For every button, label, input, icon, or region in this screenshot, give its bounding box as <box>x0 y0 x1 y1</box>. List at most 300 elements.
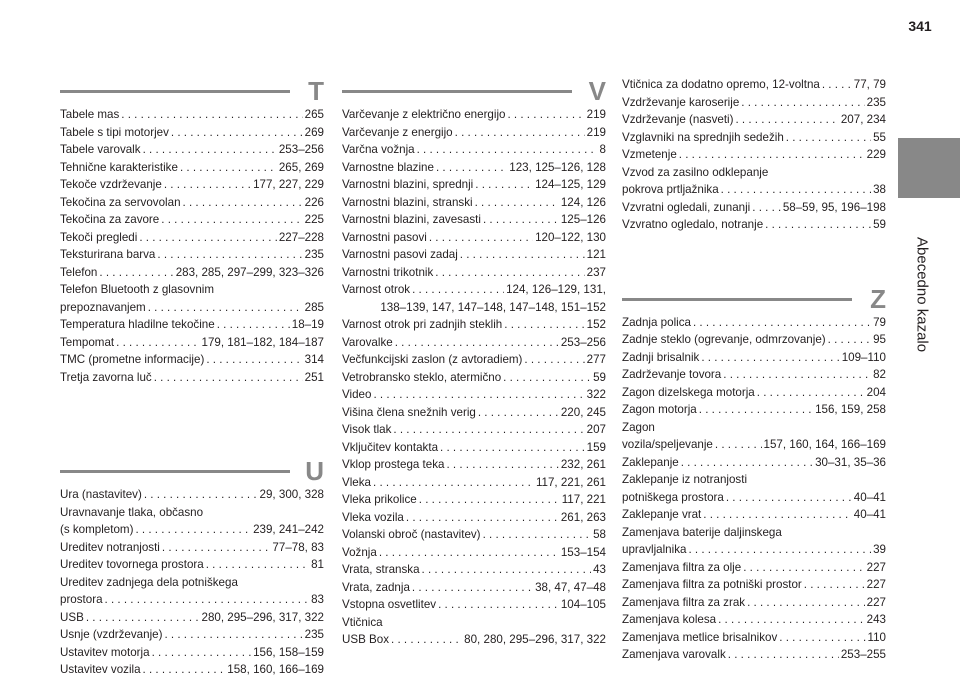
index-entry[interactable] <box>342 614 606 649</box>
entry-row <box>60 486 324 504</box>
entry-pages: 79 <box>873 315 886 329</box>
entry-row <box>342 491 606 509</box>
entry-row <box>342 176 606 194</box>
index-entry[interactable] <box>622 164 886 199</box>
index-entry[interactable] <box>342 544 606 562</box>
entry-label: Varnostne blazine <box>342 160 434 174</box>
entry-label-line: Zagon <box>622 420 655 434</box>
entry-row <box>622 146 886 164</box>
entry-pages: 121 <box>586 248 606 261</box>
entry-row <box>622 611 886 629</box>
section-label <box>902 210 942 380</box>
index-entry[interactable] <box>342 421 606 439</box>
dot-leader <box>206 556 309 574</box>
entry-row <box>622 541 886 559</box>
index-entry[interactable] <box>342 246 606 264</box>
index-entry[interactable] <box>622 94 886 112</box>
entry-label: Ureditev notranjosti <box>60 540 160 554</box>
index-entry[interactable] <box>60 106 324 124</box>
index-entry[interactable] <box>622 366 886 384</box>
entry-label: Zadnje steklo (ogrevanje, odmrzovanje) <box>622 333 826 346</box>
dot-leader <box>99 264 173 282</box>
index-entry[interactable] <box>622 401 886 419</box>
dot-leader <box>206 351 302 369</box>
entry-label: Zamenjava varovalk <box>622 648 726 661</box>
index-entry[interactable] <box>60 141 324 159</box>
entry-label: USB Box <box>342 633 390 646</box>
index-entry[interactable] <box>342 579 606 597</box>
entry-pages: 265 <box>304 108 324 121</box>
entry-pages: 83 <box>311 593 324 606</box>
entry-label: Tretja zavorna luč <box>60 370 152 384</box>
index-entry[interactable] <box>342 194 606 212</box>
entry-pages: 220, 245 <box>560 405 606 419</box>
dot-leader <box>455 124 585 142</box>
entry-label: Vzdrževanje karoserije <box>622 95 740 109</box>
dot-leader <box>373 386 584 404</box>
index-entry[interactable] <box>622 559 886 577</box>
index-entry[interactable] <box>342 474 606 492</box>
dot-leader <box>504 316 584 334</box>
entry-row <box>60 351 324 369</box>
entry-row <box>60 124 324 142</box>
dot-leader <box>718 611 865 629</box>
entry-pages: 124, 126 <box>560 195 606 209</box>
index-entry[interactable] <box>60 574 324 609</box>
dot-leader <box>779 629 865 647</box>
section-rule <box>622 298 852 301</box>
entry-row <box>622 216 886 234</box>
entry-label: Varnostni trikotnik <box>342 265 434 279</box>
entry-row <box>60 556 324 574</box>
index-entry[interactable] <box>622 331 886 349</box>
entry-row <box>342 159 606 177</box>
index-entry[interactable] <box>342 404 606 422</box>
dot-leader <box>417 141 598 159</box>
entry-label: Vklop prostega teka <box>342 458 445 471</box>
entry-label: Varnostni blazini, sprednji <box>342 178 474 191</box>
dot-leader <box>693 314 871 332</box>
entry-pages: 235 <box>304 628 324 641</box>
entry-label: Vzmetenje <box>622 148 677 161</box>
index-column-2 <box>342 76 606 649</box>
dot-leader <box>438 596 559 614</box>
index-entry[interactable] <box>60 246 324 264</box>
entry-pages: 219 <box>586 108 606 121</box>
entry-row <box>342 369 606 387</box>
entry-row <box>60 246 324 264</box>
entry-pages: 251 <box>304 370 324 384</box>
dot-leader <box>412 281 504 299</box>
dot-leader <box>679 146 865 164</box>
index-entry[interactable] <box>342 509 606 527</box>
entry-row <box>60 141 324 159</box>
entry-label: Vetrobransko steklo, atermično <box>342 370 502 384</box>
entry-label: Zamenjava kolesa <box>622 613 717 626</box>
index-entry[interactable] <box>60 609 324 627</box>
dot-leader <box>217 316 290 334</box>
entry-label-line: Uravnavanje tlaka, občasno <box>60 505 204 519</box>
entry-label: Zadrževanje tovora <box>622 368 722 381</box>
dot-leader <box>183 194 303 212</box>
dot-leader <box>478 404 559 422</box>
section-header <box>342 76 606 106</box>
entry-row <box>60 661 324 679</box>
entry-row <box>622 436 886 454</box>
entry-label: Zaklepanje <box>622 455 679 469</box>
entry-pages: 117, 221, 261 <box>535 475 606 489</box>
index-entry[interactable] <box>342 334 606 352</box>
index-entry[interactable] <box>622 349 886 367</box>
index-entry[interactable] <box>622 216 886 234</box>
entry-pages: 59 <box>873 218 886 231</box>
index-entry[interactable] <box>342 141 606 159</box>
index-entry[interactable] <box>342 229 606 247</box>
dot-leader <box>121 106 302 124</box>
entry-label: Temperatura hladilne tekočine <box>60 318 215 331</box>
dot-leader <box>435 264 584 282</box>
dot-leader <box>135 521 251 539</box>
entry-row <box>622 454 886 472</box>
entry-pages: 120–122, 130 <box>535 230 606 244</box>
entry-label-line: Zaklepanje iz notranjosti <box>622 473 748 486</box>
dot-leader <box>143 661 226 679</box>
entry-label: pokrova prtljažnika <box>622 183 719 196</box>
entry-label: Vleka vozila <box>342 510 404 524</box>
entry-pages: 227 <box>866 578 886 591</box>
index-entry[interactable] <box>622 576 886 594</box>
entry-pages: 152 <box>586 318 606 331</box>
index-entry[interactable] <box>342 561 606 579</box>
entry-label-line: Zamenjava baterije daljinskega <box>622 525 782 539</box>
index-entry[interactable] <box>622 524 886 559</box>
index-entry[interactable] <box>342 596 606 614</box>
entry-row <box>60 369 324 387</box>
section-rule <box>60 90 290 93</box>
index-entry[interactable] <box>342 124 606 142</box>
entry-pages: 177, 227, 229 <box>253 178 324 191</box>
entry-pages: 243 <box>866 613 886 626</box>
entry-pages: 59 <box>593 370 606 384</box>
entry-row <box>342 229 606 247</box>
entry-label-line: Vtičnica <box>342 615 383 629</box>
index-entry[interactable] <box>622 146 886 164</box>
page-number: 341 <box>908 18 932 34</box>
entry-row <box>622 129 886 147</box>
index-entries <box>60 486 324 679</box>
index-entry[interactable] <box>60 124 324 142</box>
entry-pages: 80, 280, 295–296, 317, 322 <box>464 633 606 646</box>
section-rule <box>60 470 290 473</box>
entry-pages: 253–255 <box>840 648 886 661</box>
entry-label: Tabele s tipi motorjev <box>60 125 169 139</box>
entry-pages: 253–256 <box>560 335 606 349</box>
entry-row <box>342 246 606 264</box>
index-entry[interactable] <box>342 386 606 404</box>
entry-row <box>60 591 324 609</box>
index-entry[interactable] <box>60 556 324 574</box>
dot-leader <box>152 644 252 662</box>
entry-label: Usnje (vzdrževanje) <box>60 628 163 641</box>
entry-pages: 219 <box>586 125 606 139</box>
entry-label: Vzglavniki na sprednjih sedežih <box>622 130 784 144</box>
dot-leader <box>440 439 585 457</box>
index-entry[interactable] <box>622 454 886 472</box>
dot-leader <box>703 506 851 524</box>
entry-label-line: Ureditev zadnjega dela potniškega <box>60 575 238 589</box>
entry-row <box>60 264 324 282</box>
index-section <box>622 284 886 664</box>
index-section <box>622 76 886 234</box>
index-entries <box>622 314 886 664</box>
dot-leader <box>161 211 302 229</box>
entry-pages: 77–78, 83 <box>272 540 324 554</box>
index-entry[interactable] <box>60 176 324 194</box>
dot-leader <box>412 579 533 597</box>
dot-leader <box>681 454 813 472</box>
index-entries <box>342 106 606 649</box>
entry-pages: 322 <box>586 388 606 401</box>
entry-label: Ustavitev vozila <box>60 663 141 676</box>
entry-label: Varčevanje z energijo <box>342 125 453 139</box>
entry-pages: 104–105 <box>560 598 606 611</box>
entry-label: Tekočina za servovolan <box>60 195 181 209</box>
entry-label: vozila/speljevanje <box>622 438 713 451</box>
index-column-1 <box>60 76 324 679</box>
index-entry[interactable] <box>342 159 606 177</box>
entry-row <box>342 351 606 369</box>
dot-leader <box>419 491 560 509</box>
index-entry[interactable] <box>342 176 606 194</box>
entry-label: TMC (prometne informacije) <box>60 353 205 366</box>
entry-row <box>60 159 324 177</box>
index-entry[interactable] <box>60 264 324 282</box>
entry-pages: 156, 159, 258 <box>815 403 886 416</box>
dot-leader <box>786 129 871 147</box>
entry-pages: 18–19 <box>291 318 324 331</box>
entry-pages: 237 <box>586 265 606 279</box>
section-gap <box>60 386 324 456</box>
entry-pages: 153–154 <box>560 545 606 559</box>
dot-leader <box>475 194 559 212</box>
entry-label: Varnostni blazini, zavesasti <box>342 213 481 226</box>
entry-row <box>342 281 606 299</box>
entry-pages: 283, 285, 297–299, 323–326 <box>175 265 324 279</box>
entry-pages: 55 <box>873 130 886 144</box>
entry-pages: 261, 263 <box>560 510 606 524</box>
entry-row <box>622 576 886 594</box>
entry-pages: 232, 261 <box>560 458 606 471</box>
entry-row <box>622 349 886 367</box>
index-entries <box>622 76 886 234</box>
entry-label: Varnost otrok pri zadnjih steklih <box>342 318 503 331</box>
dot-leader <box>162 539 271 557</box>
entry-row <box>342 509 606 527</box>
index-entry[interactable] <box>60 159 324 177</box>
entry-pages: 29, 300, 328 <box>259 488 324 501</box>
entry-label: Vključitev kontakta <box>342 440 439 454</box>
entry-pages: 8 <box>599 143 606 156</box>
dot-leader <box>393 421 584 439</box>
index-entry[interactable] <box>60 211 324 229</box>
entry-label: Zamenjava filtra za olje <box>622 560 742 574</box>
entry-row <box>342 561 606 579</box>
dot-leader <box>735 111 838 129</box>
index-entry[interactable] <box>622 199 886 217</box>
index-entry[interactable] <box>622 129 886 147</box>
entry-pages: 43 <box>593 563 606 576</box>
entry-row <box>622 181 886 199</box>
entry-pages: 207 <box>586 423 606 436</box>
entry-label: Vtičnica za dodatno opremo, 12-voltna <box>622 78 820 91</box>
dot-leader <box>171 124 303 142</box>
entry-pages: 38, 47, 47–48 <box>535 580 606 594</box>
entry-label: USB <box>60 610 84 624</box>
index-entry[interactable] <box>60 334 324 352</box>
index-entry[interactable] <box>60 626 324 644</box>
dot-leader <box>373 474 534 492</box>
index-entry[interactable] <box>60 539 324 557</box>
entry-label: Ustavitev motorja <box>60 645 150 659</box>
entry-pages: 285 <box>304 300 324 314</box>
entry-pages: 38 <box>873 183 886 196</box>
section-letter: U <box>305 456 324 486</box>
dot-leader <box>822 76 852 94</box>
index-entry[interactable] <box>622 76 886 94</box>
index-entry[interactable] <box>60 369 324 387</box>
index-entry[interactable] <box>342 456 606 474</box>
index-entries <box>60 106 324 386</box>
dot-leader <box>747 594 865 612</box>
entry-label: Zadnji brisalnik <box>622 350 700 364</box>
dot-leader <box>699 401 813 419</box>
section-gap <box>622 234 886 284</box>
entry-row <box>342 141 606 159</box>
entry-pages: 207, 234 <box>840 113 886 126</box>
entry-label: Tabele mas <box>60 108 120 121</box>
index-entry[interactable] <box>622 471 886 506</box>
entry-pages: 82 <box>873 368 886 381</box>
dot-leader <box>752 199 781 217</box>
index-entry[interactable] <box>60 644 324 662</box>
entry-label: Zamenjava filtra za zrak <box>622 595 746 609</box>
index-entry[interactable] <box>60 194 324 212</box>
entry-row <box>622 331 886 349</box>
index-entry[interactable] <box>622 384 886 402</box>
entry-row <box>622 506 886 524</box>
index-entry[interactable] <box>342 491 606 509</box>
index-entry[interactable] <box>622 111 886 129</box>
entry-pages: 253–256 <box>278 143 324 156</box>
entry-pages: 265, 269 <box>278 160 324 174</box>
entry-row <box>60 539 324 557</box>
dot-leader <box>143 141 277 159</box>
entry-label: Volanski obroč (nastavitev) <box>342 528 481 541</box>
index-entry[interactable] <box>622 506 886 524</box>
entry-row <box>60 229 324 247</box>
entry-row <box>342 334 606 352</box>
entry-label: Zagon dizelskega motorja <box>622 385 755 399</box>
entry-row <box>342 596 606 614</box>
entry-label: Visok tlak <box>342 423 392 436</box>
index-entry[interactable] <box>622 419 886 454</box>
index-entry[interactable] <box>342 369 606 387</box>
dot-leader <box>436 159 507 177</box>
index-entry[interactable] <box>342 351 606 369</box>
index-column-3 <box>622 76 886 664</box>
index-entry[interactable] <box>342 439 606 457</box>
entry-row <box>60 194 324 212</box>
index-entry[interactable] <box>622 314 886 332</box>
dot-leader <box>164 176 251 194</box>
index-entry[interactable] <box>60 281 324 316</box>
entry-pages: 229 <box>866 148 886 161</box>
entry-label: prepoznavanjem <box>60 300 146 314</box>
dot-leader <box>765 216 871 234</box>
entry-row <box>622 314 886 332</box>
entry-row <box>622 94 886 112</box>
dot-leader <box>701 349 839 367</box>
dot-leader <box>524 351 584 369</box>
index-entry[interactable] <box>60 486 324 504</box>
index-entry[interactable] <box>622 594 886 612</box>
index-entry[interactable] <box>60 316 324 334</box>
entry-pages: 156, 158–159 <box>253 645 324 659</box>
dot-leader <box>395 334 559 352</box>
index-entry[interactable] <box>60 351 324 369</box>
index-entry[interactable] <box>342 106 606 124</box>
index-entry[interactable] <box>622 629 886 647</box>
entry-row <box>622 199 886 217</box>
entry-label: Zamenjava filtra za potniški prostor <box>622 578 802 591</box>
index-entry[interactable] <box>622 646 886 664</box>
section-rule <box>342 90 572 93</box>
dot-leader <box>728 646 839 664</box>
entry-row <box>622 646 886 664</box>
entry-label: Vleka <box>342 475 372 489</box>
index-entry[interactable] <box>60 661 324 679</box>
entry-label: upravljalnika <box>622 543 687 556</box>
dot-leader <box>86 609 200 627</box>
entry-label: prostora <box>60 593 103 606</box>
section-header <box>60 456 324 486</box>
entry-label: Varnostni pasovi zadaj <box>342 248 458 261</box>
entry-row <box>622 111 886 129</box>
index-entry[interactable] <box>342 316 606 334</box>
entry-label: (s kompletom) <box>60 523 134 536</box>
index-entry[interactable] <box>60 504 324 539</box>
index-entry[interactable] <box>342 211 606 229</box>
entry-pages: 117, 221 <box>561 493 606 506</box>
entry-row <box>342 316 606 334</box>
entry-pages: 109–110 <box>841 350 886 364</box>
index-entry[interactable] <box>342 264 606 282</box>
entry-row <box>342 421 606 439</box>
dot-leader <box>475 176 533 194</box>
index-entry[interactable] <box>60 229 324 247</box>
section-letter: V <box>588 76 606 106</box>
entry-label: potniškega prostora <box>622 490 724 504</box>
entry-pages: 58 <box>593 528 606 541</box>
index-entry[interactable] <box>622 611 886 629</box>
entry-pages: 124–125, 129 <box>535 178 606 191</box>
index-entry[interactable] <box>342 281 606 316</box>
entry-pages: 225 <box>304 213 324 226</box>
dot-leader <box>483 211 559 229</box>
index-entry[interactable] <box>342 526 606 544</box>
entry-label: Varnostni blazini, stranski <box>342 195 473 209</box>
entry-label: Tempomat <box>60 335 115 349</box>
